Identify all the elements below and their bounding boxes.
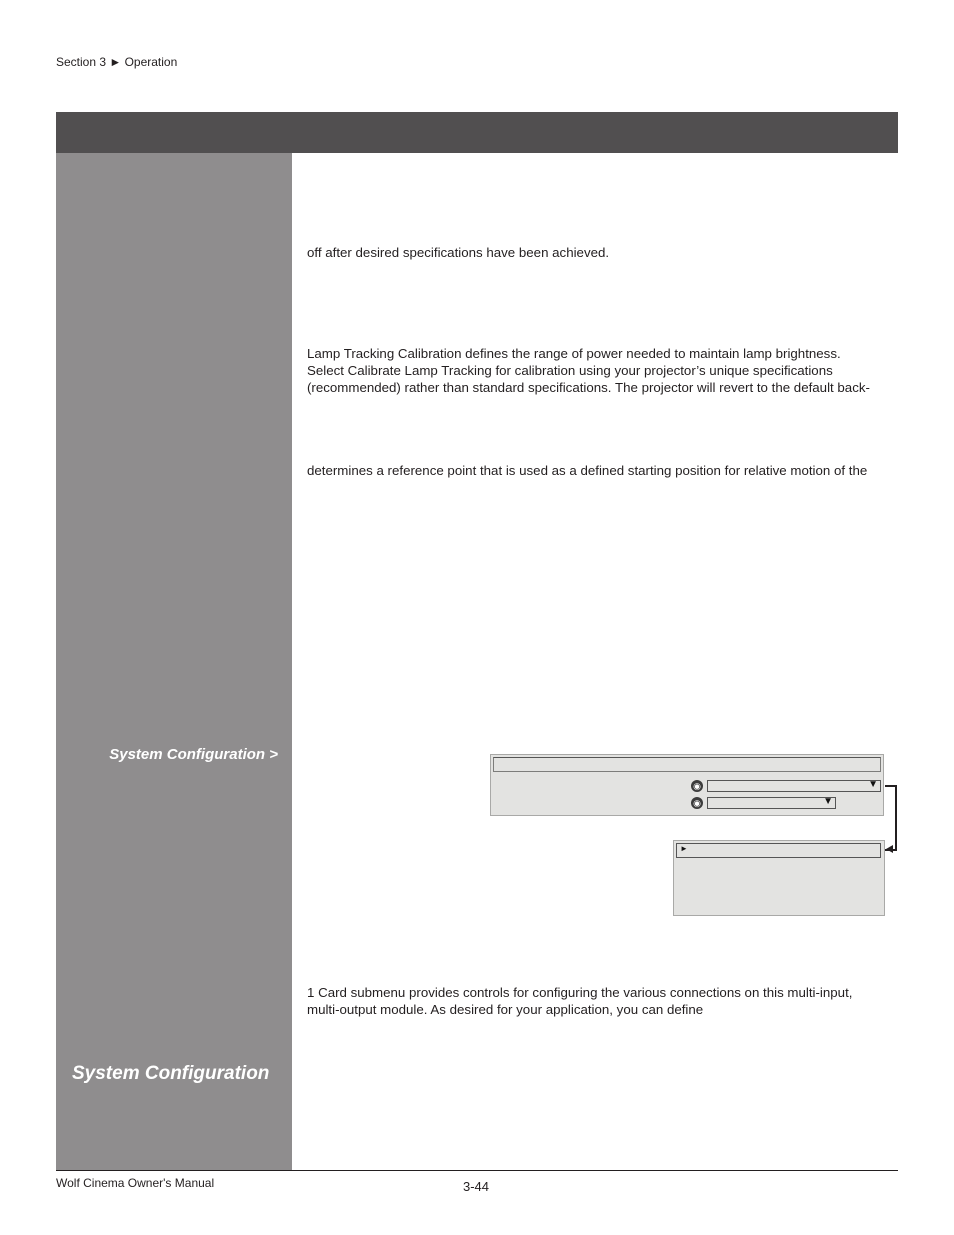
- submenu-connector: [885, 785, 897, 851]
- sidebar-subheading: System Configuration >: [109, 746, 278, 763]
- globe-icon: ◉: [691, 780, 703, 792]
- paragraph-line: Select Calibrate Lamp Tracking for calibration using your projector’s unique specifications: [307, 363, 833, 378]
- menu-title-bar: [493, 757, 881, 772]
- menu-dropdown-1[interactable]: [707, 780, 881, 792]
- sidebar: [56, 153, 292, 1170]
- sidebar-heading: System Configuration: [72, 1063, 270, 1084]
- pointer-right-icon: ►: [680, 844, 688, 853]
- paragraph-line: off after desired specifications have been achieved.: [307, 245, 610, 260]
- globe-icon: ◉: [691, 797, 703, 809]
- chevron-down-icon: ▼: [823, 796, 833, 807]
- page-number: 3-44: [463, 1179, 490, 1194]
- footer-rule: [56, 1170, 898, 1171]
- submenu-window: [673, 840, 885, 916]
- paragraph-line: (recommended) rather than standard specifications. The projector will revert to the default back-: [307, 380, 870, 395]
- submenu-selected-row[interactable]: [676, 843, 881, 858]
- paragraph-line: Lamp Tracking Calibration defines the range of power needed to maintain lamp brightness.: [307, 346, 841, 361]
- header-bar: [56, 112, 898, 153]
- breadcrumb: Section 3 ► Operation: [56, 55, 178, 69]
- system-config-menu: [490, 754, 884, 816]
- paragraph-line: 1 Card submenu provides controls for configuring the various connections on this multi-input,: [307, 985, 853, 1000]
- paragraph-reference-point: [307, 462, 897, 479]
- paragraph-card-submenu: [307, 984, 897, 1018]
- chevron-down-icon: ▼: [868, 779, 878, 790]
- footer-manual-title: Wolf Cinema Owner's Manual: [56, 1176, 215, 1190]
- paragraph-specifications: [307, 244, 897, 261]
- paragraph-lamp-tracking: [307, 345, 897, 396]
- paragraph-line: determines a reference point that is used as a defined starting position for relative motion of the: [307, 463, 868, 478]
- connector-arrow-icon: [886, 845, 893, 853]
- menu-dropdown-2[interactable]: [707, 797, 836, 809]
- paragraph-line: multi-output module. As desired for your application, you can define: [307, 1002, 704, 1017]
